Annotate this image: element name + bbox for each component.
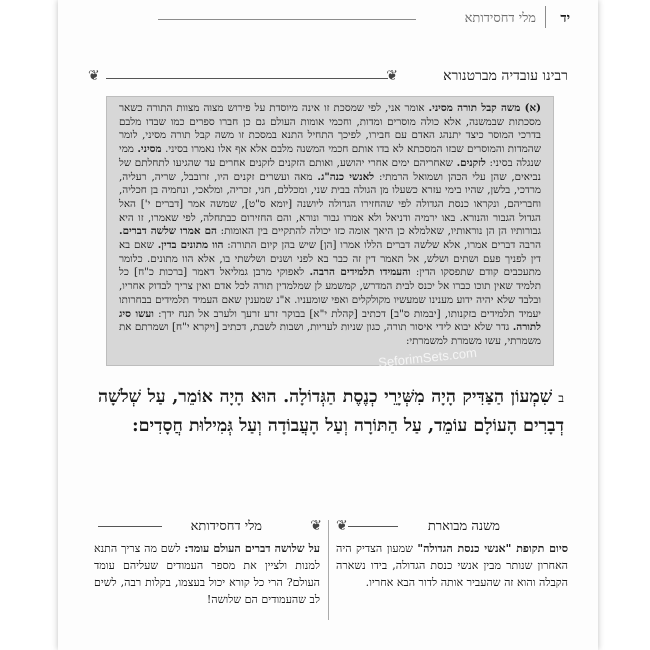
commentary-body: שאם בא דין לפניך פעם ושתים ושלש, אל תאמר דין זה כבר בא לפני ושנים ושלשתי בו, אלא הוו מתונים. כלומר מתעכבים קודם שתפסקו הדין: bbox=[119, 239, 542, 279]
mishnah-number: ב bbox=[558, 391, 564, 405]
right-column-heading bbox=[334, 512, 570, 538]
commentary-body: שאחריהם ימים אחרי יהושע, ואותם הזקנים לזקנים אחרים עד שהגיעו לתחלתם של נביאים, שהן עלי הכהן ושמואל הרמתי: bbox=[119, 156, 541, 183]
watermark: SeforimSets.com bbox=[377, 344, 478, 371]
page-number: יד bbox=[560, 11, 570, 26]
column-divider bbox=[328, 520, 329, 620]
right-column-body: שמעון הצדיק היה האחרון שנותר מבין אנשי כנסת הגדולה, בידו נשארה הקבלה והוא זה שהעביר אותה לדור הבא אחריו. bbox=[336, 542, 568, 589]
commentary-lead: והעמידו תלמידים הרבה. bbox=[309, 266, 411, 279]
commentary-body: הרבה דברים אמרו, אלא שלשה דברים הללו אמרו [הן] שיש בהן קיום התורה: bbox=[223, 239, 542, 252]
commentary-lead: (א) משה קבל תורה מסיני. bbox=[428, 102, 541, 114]
right-column-text bbox=[336, 540, 568, 591]
mishnah-body: שִׁמְעוֹן הַצַּדִּיק הָיָה מִשְּׁיָרֵי כְנֶסֶת הַגְּדוֹלָה. הוּא הָיָה אוֹמֵר, עַל שְׁלשָׁה דְבָרִים הָעוֹלָם עוֹמֵד, עַל הַתּוֹרָה וְעַל הָעֲבוֹדָה וְעַל גְּמִילוּת חֲסָדִים: bbox=[98, 387, 564, 436]
left-column-heading bbox=[92, 512, 322, 538]
commentary-lead: לזקנים. bbox=[456, 156, 486, 169]
commentary-title: רבינו עובדיה מברטנורא bbox=[443, 68, 568, 84]
running-title: מלי דחסידותא bbox=[464, 11, 536, 26]
left-column-body: לשם מה צריך התנא למנות ולציין את מספר העמודים שעליהם עומד העולם? הרי כל קורא יכול בעצמו, בקלות רבה, לשים לב שהעמודים הם שלושה! bbox=[94, 542, 320, 606]
commentary-text bbox=[119, 102, 541, 349]
commentary-body: אומר אני, לפי שמסכת זו אינה מיוסדת על פירוש מצוה מצוות התורה כשאר מסכתות שבמשנה, אלא כולה מוסרים ומדות, וחכמי אומות העולם גם כן חברו ספרים כמו שבדו מלבם בדרכי המוסר כיצד יתנהג האדם עם חבירו, לפיכך התחיל התנא במסכת זו משה קבל תורה מסיני, לומר שהמדות והמוסרים שבזו המסכתא לא בדו אותם חכמי המשנה מלבם אלא אף אלו נאמרו בסיני. bbox=[119, 102, 541, 156]
commentary-body: ממי שנגלה בסיני: bbox=[119, 143, 541, 169]
ornament-icon: ❦ bbox=[336, 518, 348, 534]
ornament-icon: ❦ bbox=[310, 518, 322, 534]
commentary-lead: ועשו סיג לתורה. bbox=[119, 307, 541, 334]
commentary-lead: הוו מתונים בדין. bbox=[157, 239, 224, 252]
commentary-body: גדר שלא יבוא לידי איסור תורה, כגון שניות לעריות, ושבות לשבת, דכתיב [ויקרא י"ח] ושמרתם את משמרתי, עשו משמרת למשמרתי: bbox=[119, 321, 541, 347]
left-column-text bbox=[94, 540, 320, 608]
ornament-icon: ❦ bbox=[88, 68, 100, 84]
mishnah-text bbox=[98, 383, 564, 440]
commentary-lead: לאנשי כנה"ג. bbox=[317, 170, 375, 183]
commentary-body: לאפוקי מרבן גמליאל דאמר [ברכות כ"ח] כל תלמיד שאין תוכו כברו אל יכנס לבית המדרש, קמשמע לן שמלמדין תורה לכל אדם ואין צריך לבדוק אחריו, ובלבד שלא יהיה ידוע מענינו שמעשיו מקולקלים ואפי שומעניו. א"נ שמענין שאם העמיד תלמידים בבחרותו יעמיד תלמידים בזקנותו, [יבמות ס"ב] דכתיב [קהלת י"א] בבוקר זרע זרעך ולערב אל תנח ידך: bbox=[119, 266, 541, 320]
commentary-lead: הם אמרו שלשה דברים. bbox=[119, 225, 217, 238]
running-header bbox=[88, 6, 576, 34]
left-column-title: מלי דחסידותא bbox=[190, 519, 262, 534]
heading-rule bbox=[98, 526, 162, 527]
commentary-heading bbox=[88, 66, 568, 88]
book-page bbox=[58, 0, 598, 650]
ornament-icon: ❦ bbox=[386, 68, 398, 84]
heading-rule bbox=[106, 78, 388, 79]
right-column-title: משנה מבוארת bbox=[427, 519, 500, 534]
commentary-body: מאה ועשרים זקנים היו, זרובבל, שריה, רעליה, מרדכי, בלשן, שהיו בימי עזרא כשעלו מן הגולה בבית שני, ומכללם, חגי, זכריה, ומלאכי, ונחמיה בן חכליה, וחבריהם, ונקראו כנסת הגדולה לפי שהחזירו הגדולה ליושנה [יומא ס"ט], שמשה אמר [דברים י'] האל הגדול הגבור והנורא. באו ירמיה ודניאל ולא אמרו גבור ונורא, והם החזירום כבתחלה, לפי שאמרו, זו היא גבורותיו הן הן נוראותיו, שאלמלא כן היאך אומה כזו יכולה להתקיים בין האומות: bbox=[119, 170, 541, 238]
heading-rule bbox=[348, 526, 398, 527]
left-column-lead: על שלושה דברים העולם עומד: bbox=[184, 542, 320, 555]
right-column-lead: סיום תקופת "אנשי כנסת הגדולה" bbox=[417, 542, 568, 555]
header-divider bbox=[545, 6, 546, 28]
header-rule bbox=[158, 19, 416, 20]
commentary-box bbox=[106, 96, 554, 366]
commentary-lead: מסיני. bbox=[137, 143, 162, 156]
